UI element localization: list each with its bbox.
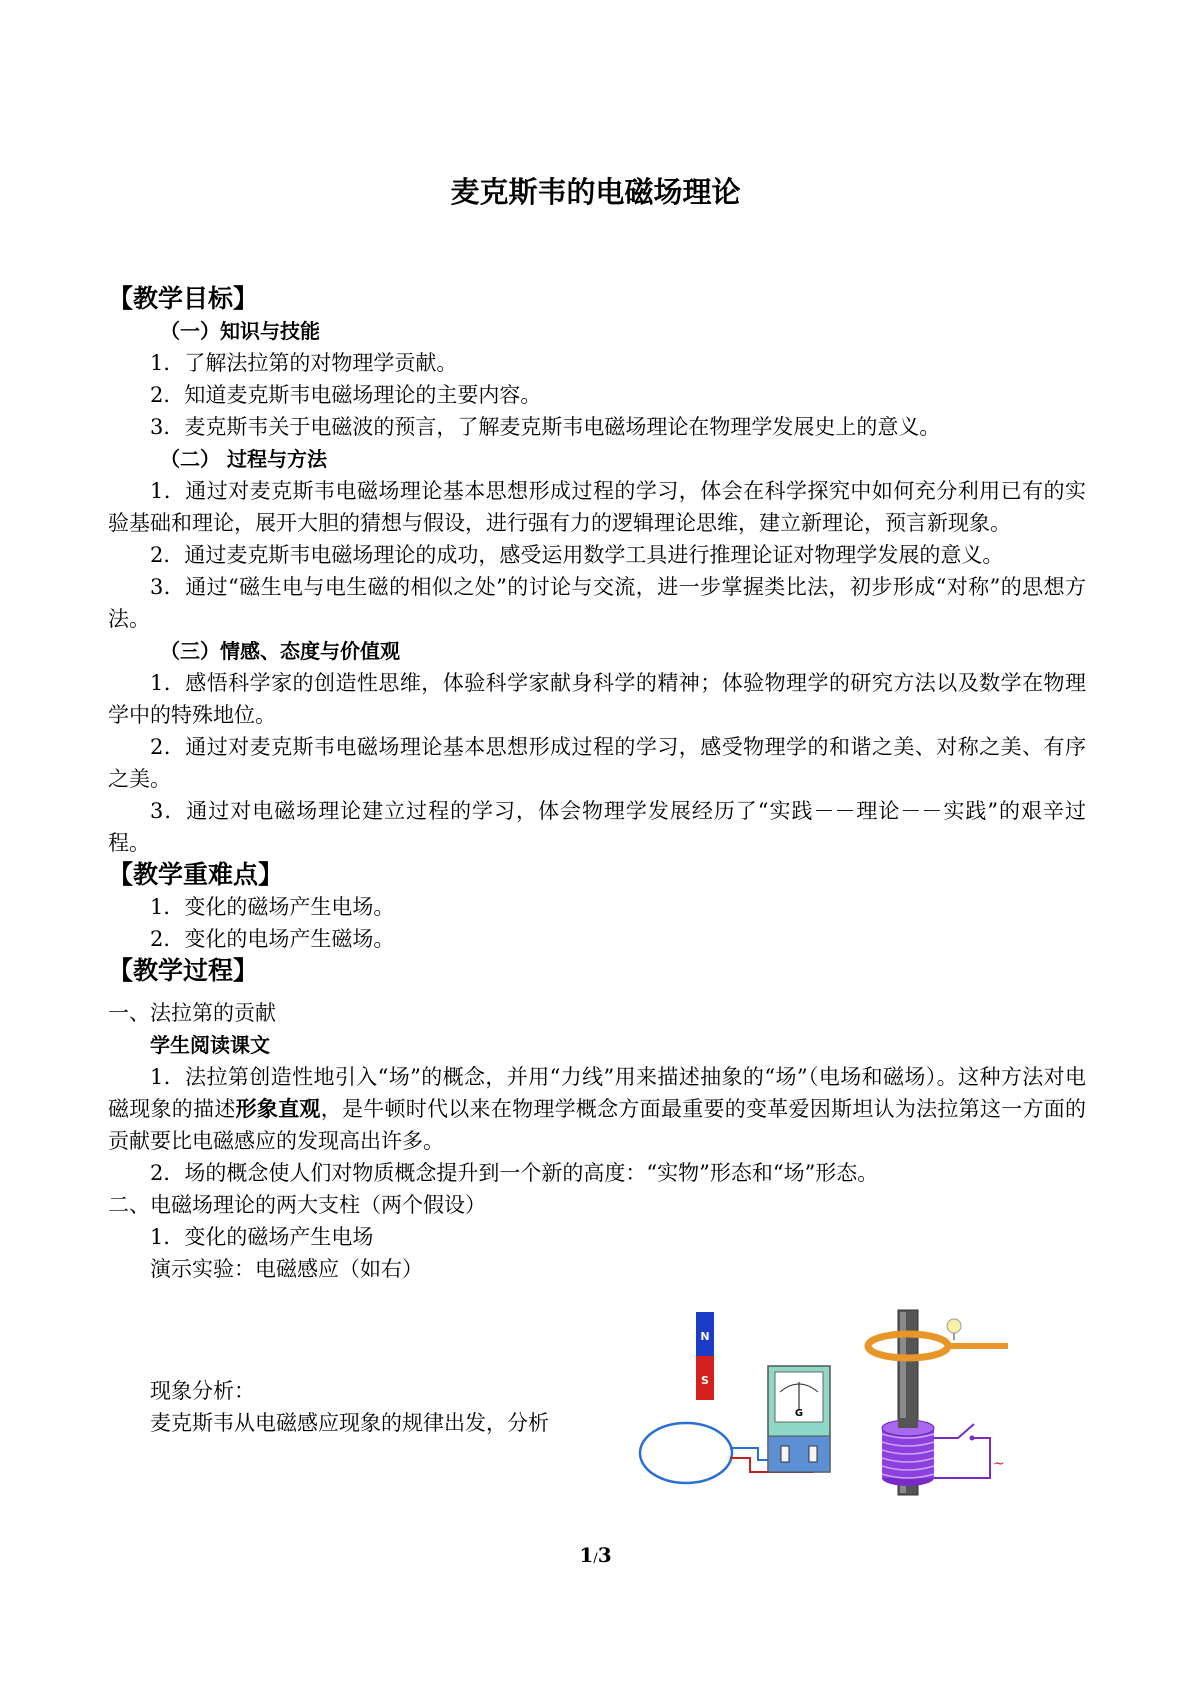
objective-item: 1．了解法拉第的对物理学贡献。 xyxy=(150,351,458,375)
objective-paragraph: 3．通过“磁生电与电生磁的相似之处”的讨论与交流，进一步掌握类比法，初步形成“对称”的思想方法。 xyxy=(108,575,1086,631)
reading-label: 学生阅读课文 xyxy=(150,1033,270,1057)
section-heading-objectives: 【教学目标】 xyxy=(108,284,259,313)
objective-paragraph: 1．通过对麦克斯韦电磁场理论基本思想形成过程的学习，体会在科学探究中如何充分利用已有的实验基础和理论，展开大胆的猜想与假设，进行强有力的逻辑理论思维，建立新理论，预言新现象。 xyxy=(108,479,1086,535)
section-heading-key-points: 【教学重难点】 xyxy=(108,860,284,889)
key-point-item: 2．变化的电场产生磁场。 xyxy=(150,927,395,951)
objective-paragraph: 3．通过对电磁场理论建立过程的学习，体会物理学发展经历了“实践－－理论－－实践”的艰辛过程。 xyxy=(108,799,1086,855)
objective-item: 2．知道麦克斯韦电磁场理论的主要内容。 xyxy=(150,383,542,407)
galvanometer-label: G xyxy=(794,1408,804,1419)
text-span: 1．法拉第创造性地引入“场”的概念，并用“力线”用来描述抽象的“场”（电场和磁场）。这种方法对电磁现象的描述 xyxy=(108,1065,1086,1121)
part-title-pillars: 二、电磁场理论的两大支柱（两个假设） xyxy=(108,1193,486,1217)
field-concept-item: 2．场的概念使人们对物质概念提升到一个新的高度：“实物”形态和“场”形态。 xyxy=(150,1161,879,1185)
page-footer xyxy=(0,1543,1191,1567)
document-body xyxy=(108,283,1086,1439)
bar-magnet xyxy=(696,1312,714,1400)
pillar-item: 1．变化的磁场产生电场 xyxy=(150,1225,374,1249)
page-number-current: 1 xyxy=(579,1543,594,1567)
page-number-total: 3 xyxy=(597,1543,612,1567)
page-title: 麦克斯韦的电磁场理论 xyxy=(450,175,741,209)
bold-phrase: 形象直观 xyxy=(235,1097,321,1121)
transformer-apparatus xyxy=(868,1310,1008,1495)
subheading-process: （二） 过程与方法 xyxy=(160,447,327,471)
analysis-label: 现象分析： xyxy=(150,1379,255,1403)
objective-paragraph: 1．感悟科学家的创造性思维，体验科学家献身科学的精神；体验物理学的研究方法以及数学在物理学中的特殊地位。 xyxy=(108,671,1086,727)
objective-paragraph: 2．通过麦克斯韦电磁场理论的成功，感受运用数学工具进行推理论证对物理学发展的意义。 xyxy=(150,543,1004,567)
part-title-faraday: 一、法拉第的贡献 xyxy=(108,1001,276,1025)
subheading-knowledge: （一）知识与技能 xyxy=(160,319,320,343)
faraday-paragraph xyxy=(108,1061,1086,1157)
demo-text: 演示实验：电磁感应（如右） xyxy=(150,1257,423,1281)
section-heading-process: 【教学过程】 xyxy=(108,956,259,985)
text-span: ，是牛顿时代以来在物理学概念方面最重要的变革爱因斯坦认为法拉第这一方面的贡献要比电磁感应的发现高出许多。 xyxy=(108,1097,1087,1153)
ac-source-symbol: ~ xyxy=(993,1456,1005,1472)
magnet-south-label: S xyxy=(701,1374,709,1387)
induction-figure xyxy=(638,1300,1088,1505)
subheading-values: （三）情感、态度与价值观 xyxy=(160,639,400,663)
magnet-north-label: N xyxy=(700,1330,710,1343)
objective-paragraph: 2．通过对麦克斯韦电磁场理论基本思想形成过程的学习，感受物理学的和谐之美、对称之美、有序之美。 xyxy=(108,735,1086,791)
objective-item: 3．麦克斯韦关于电磁波的预言，了解麦克斯韦电磁场理论在物理学发展史上的意义。 xyxy=(150,415,941,439)
page-number-separator: / xyxy=(593,1551,598,1566)
key-point-item: 1．变化的磁场产生电场。 xyxy=(150,895,395,919)
analysis-text: 麦克斯韦从电磁感应现象的规律出发，分析 xyxy=(150,1411,549,1435)
galvanometer xyxy=(768,1366,830,1472)
